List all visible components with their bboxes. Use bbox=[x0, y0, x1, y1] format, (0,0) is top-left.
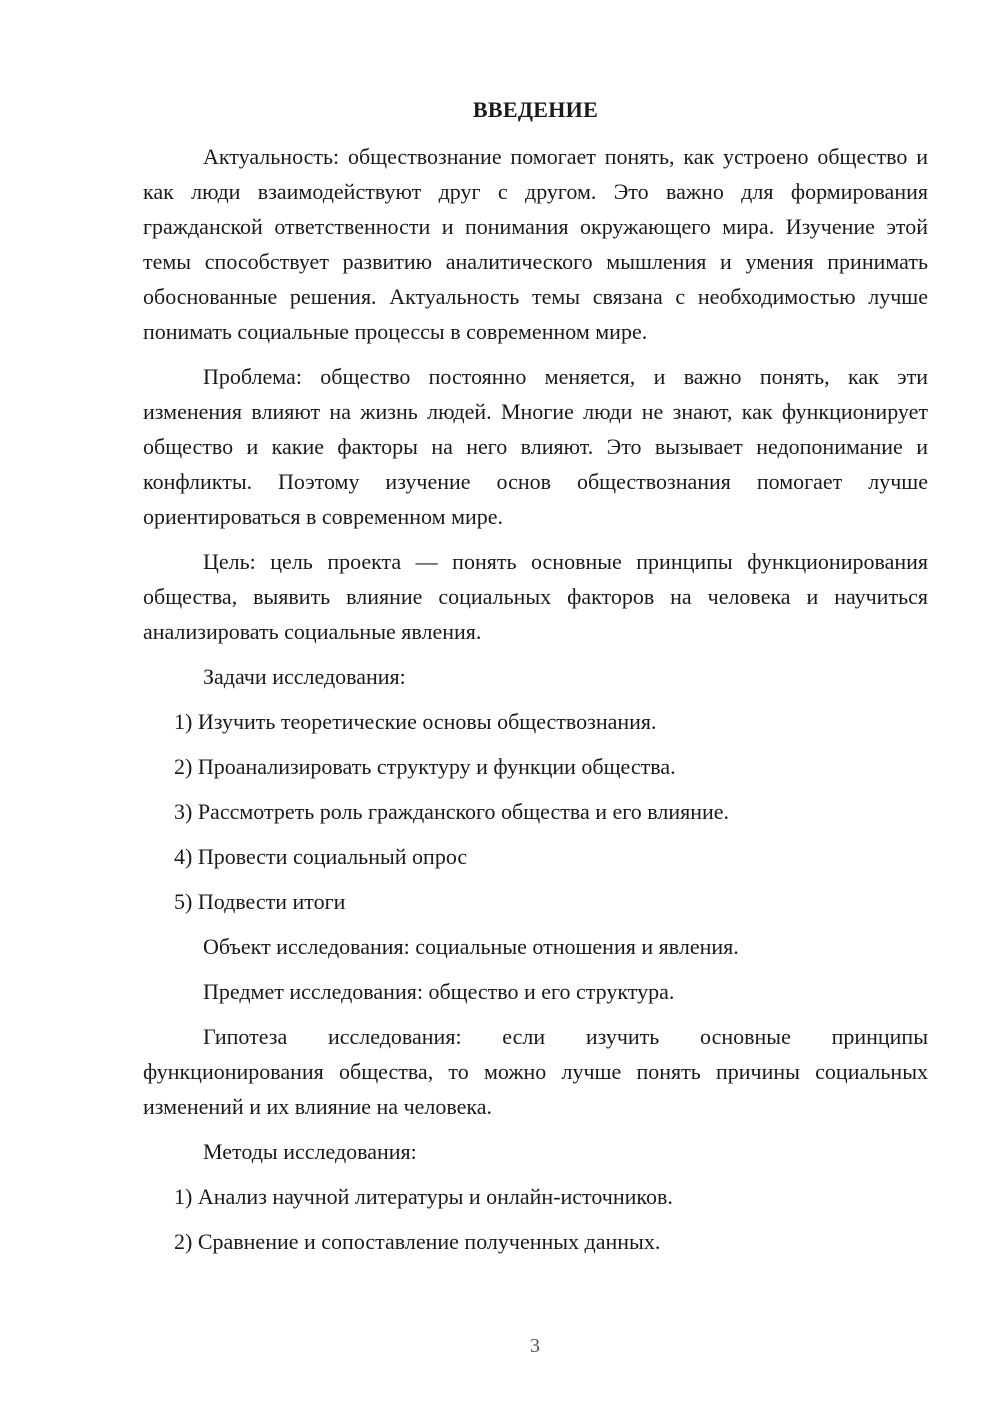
tasks-list bbox=[143, 704, 928, 919]
tasks-label: Задачи исследования: bbox=[203, 664, 406, 689]
paragraph-hypothesis: Гипотеза исследования: если изучить основные принципы функционирования общества, то можно лучше понять причины социальных изменений и их влияние на человека. bbox=[143, 1024, 928, 1119]
list-item: 2) Сравнение и сопоставление полученных данных. bbox=[174, 1229, 661, 1254]
paragraph-relevance: Актуальность: обществознание помогает понять, как устроено общество и как люди взаимодействуют друг с другом. Это важно для формирования гражданской ответственности и понимания окружающего мира. Изучение этой темы способствует развитию аналитического мышления и умения принимать обоснованные решения. Актуальность темы связана с необходимостью лучше понимать социальные процессы в современном мире. bbox=[143, 144, 928, 344]
list-item: 1) Изучить теоретические основы обществознания. bbox=[174, 709, 657, 734]
document-page bbox=[143, 95, 928, 1269]
methods-list bbox=[143, 1179, 928, 1259]
list-item: 1) Анализ научной литературы и онлайн-источников. bbox=[174, 1184, 673, 1209]
list-item: 3) Рассмотреть роль гражданского общества и его влияние. bbox=[174, 799, 730, 824]
research-subject: Предмет исследования: общество и его структура. bbox=[203, 979, 675, 1004]
methods-label: Методы исследования: bbox=[203, 1139, 417, 1164]
paragraph-goal: Цель: цель проекта — понять основные принципы функционирования общества, выявить влияние социальных факторов на человека и научиться анализировать социальные явления. bbox=[143, 549, 928, 644]
list-item: 4) Провести социальный опрос bbox=[174, 844, 468, 869]
list-item: 2) Проанализировать структуру и функции общества. bbox=[174, 754, 676, 779]
page-number: 3 bbox=[530, 1335, 540, 1357]
section-title: ВВЕДЕНИЕ bbox=[472, 97, 599, 122]
list-item: 5) Подвести итоги bbox=[174, 889, 346, 914]
research-object: Объект исследования: социальные отношения и явления. bbox=[203, 934, 739, 959]
paragraph-problem: Проблема: общество постоянно меняется, и важно понять, как эти изменения влияют на жизнь людей. Многие люди не знают, как функционирует общество и какие факторы на него влияют. Это вызывает недопонимание и конфликты. Поэтому изучение основ обществознания помогает лучше ориентироваться в современном мире. bbox=[143, 364, 928, 529]
